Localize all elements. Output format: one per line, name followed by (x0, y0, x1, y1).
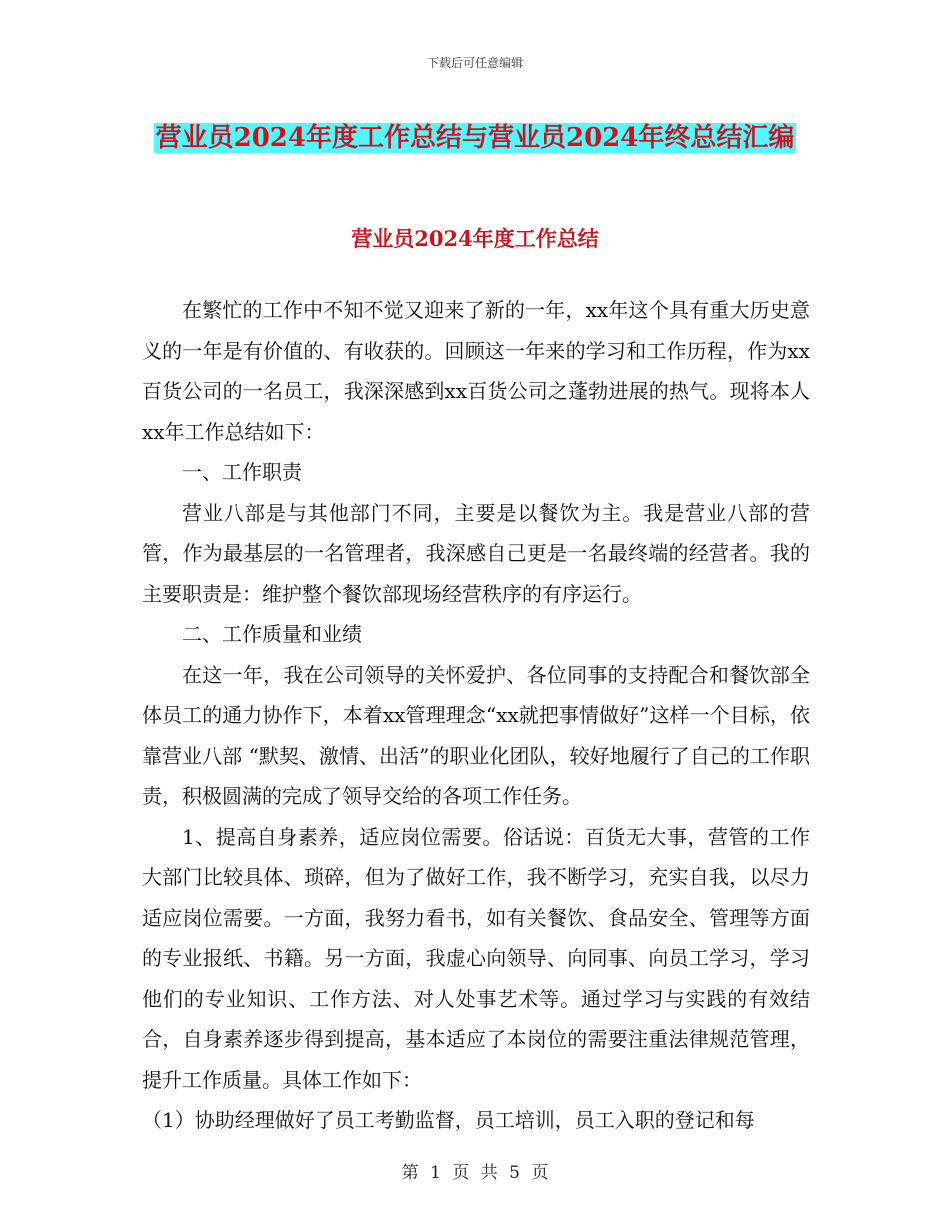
paragraph-duties: 营业八部是与其他部门不同，主要是以餐饮为主。我是营业八部的营管，作为最基层的一名管理者，我深感自己更是一名最终端的经营者。我的主要职责是：维护整个餐饮部现场经营秩序的有序运行。 (142, 500, 810, 606)
document-title-text: 营业员2024年度工作总结与营业员2024年终总结汇编 (155, 123, 795, 153)
document-title (140, 112, 810, 164)
paragraph-intro: 在繁忙的工作中不知不觉又迎来了新的一年，xx年这个具有重大历史意义的一年是有价值的、有收获的。回顾这一年来的学习和工作历程，作为xx百货公司的一名员工，我深深感到xx百货公司之蓬勃进展的热气。现将本人xx年工作总结如下： (142, 298, 810, 444)
section-title: 营业员2024年度工作总结 (351, 226, 599, 251)
heading-work-duties: 一、工作职责 (182, 460, 302, 484)
paragraph-subitem-1: （1）协助经理做好了员工考勤监督，员工培训，员工入职的登记和每 (142, 1108, 755, 1132)
heading-work-quality: 二、工作质量和业绩 (182, 622, 362, 646)
header-note: 下载后可任意编辑 (426, 56, 523, 70)
paragraph-item-1: 1、提高自身素养，适应岗位需要。俗话说：百货无大事，营管的工作大部门比较具体、琐碎，但为了做好工作，我不断学习，充实自我，以尽力适应岗位需要。一方面，我努力看书，如有关餐饮、食品安全、管理等方面的专业报纸、书籍。另一方面，我虚心向领导、向同事、向员工学习，学习他们的专业知识、工作方法、对人处事艺术等。通过学习与实践的有效结合，自身素养逐步得到提高，基本适应了本岗位的需要注重法律规范管理，提升工作质量。具体工作如下： (142, 824, 810, 1092)
paragraph-quality: 在这一年，我在公司领导的关怀爱护、各位同事的支持配合和餐饮部全体员工的通力协作下，本着xx管理理念“xx就把事情做好”这样一个目标，依靠营业八部 “默契、激情、出活”的职业化团队，较好地履行了自己的工作职责，积极圆满的完成了领导交给的各项工作任务。 (142, 662, 810, 808)
document-body (142, 290, 810, 1141)
page-footer: 第 1 页 共 5 页 (401, 1163, 549, 1183)
